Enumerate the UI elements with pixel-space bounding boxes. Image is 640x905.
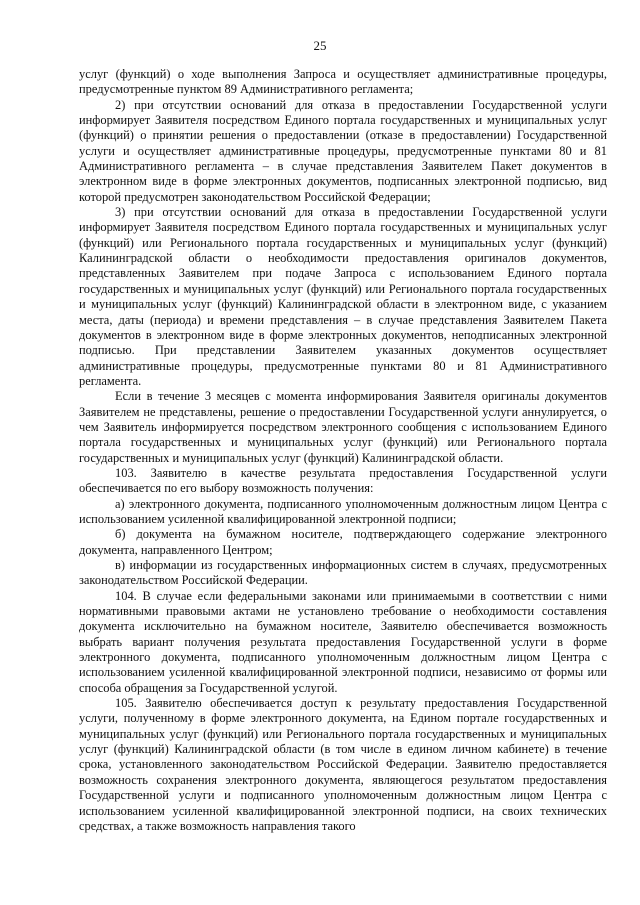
paragraph-continuation: услуг (функций) о ходе выполнения Запроса и осуществляет административные процедуры, предусмотренные пунктом 89 Административного регламента;: [79, 67, 607, 97]
list-item-a: а) электронного документа, подписанного уполномоченным должностным лицом Центра с использованием усиленной квалифицированной электронной подписи;: [79, 496, 607, 526]
paragraph-104: 104. В случае если федеральными законами или принимаемыми в соответствии с ними нормативными правовыми актами не установлено требование о необходимости составления документа исключительно на бумажном носителе, Заявителю обеспечивается возможность выбрать вариант получения результата предоставления Государственной услуги в форме электронного документа, подписанного уполномоченным должностным лицом Центра с использованием усиленной квалифицированной электронной подписи, независимо от формы или способа обращения за Государственной услугой.: [79, 588, 607, 695]
paragraph-item-2: 2) при отсутствии оснований для отказа в предоставлении Государственной услуги информирует Заявителя посредством Единого портала государственных и муниципальных услуг (функций) о принятии решения о предоставлении (отказе в предоставлении) Государственной услуги и осуществляет административные процедуры, предусмотренные пунктами 80 и 81 Административного регламента – в случае представления Заявителем Пакет документов в электронном виде в форме электронных документов, подписанных электронной подписью, вид которой предусмотрен законодательством Российской Федерации;: [79, 97, 607, 204]
paragraph-103: 103. Заявителю в качестве результата предоставления Государственной услуги обеспечивается по его выбору возможность получения:: [79, 465, 607, 496]
document-body: [79, 67, 607, 834]
paragraph-originals-notice: Если в течение 3 месяцев с момента информирования Заявителя оригиналы документов Заявителем не представлены, решение о предоставлении Государственной услуги аннулируется, о чем Заявитель информируется посредством электронного сообщения с использованием Единого портала государственных и муниципальных услуг (функций) или Регионального портала государственных и муниципальных услуг (функций) Калининградской области.: [79, 389, 607, 465]
list-item-c: в) информации из государственных информационных систем в случаях, предусмотренных законодательством Российской Федерации.: [79, 558, 607, 588]
list-item-b: б) документа на бумажном носителе, подтверждающего содержание электронного документа, направленного Центром;: [79, 527, 607, 557]
page-number: 25: [313, 38, 327, 53]
paragraph-item-3: 3) при отсутствии оснований для отказа в предоставлении Государственной услуги информирует Заявителя посредством Единого портала государственных и муниципальных услуг (функций) или Регионального портала государственных и муниципальных услуг (функций) Калининградской области о необходимости предоставления оригиналов документов, представленных Заявителем при подаче Запроса с использованием Единого портала государственных и муниципальных услуг (функций) или Регионального портала государственных и муниципальных услуг (функций) Калининградской области в электронном виде, с указанием места, даты (периода) и времени представления – в случае представления Заявителем Пакета документов в электронном виде в форме электронных документов, неподписанных электронной подписью. При представлении Заявителем указанных документов осуществляет административные процедуры, предусмотренные пунктами 80 и 81 Административного регламента.: [79, 205, 607, 388]
paragraph-105: 105. Заявителю обеспечивается доступ к результату предоставления Государственной услуги, полученному в форме электронного документа, на Едином портале государственных и муниципальных услуг (функций) или Регионального портала государственных и муниципальных услуг (функций) Калининградской области (в том числе в едином личном кабинете) в течение срока, установленного законодательством Российской Федерации. Заявителю предоставляется возможность сохранения электронного документа, являющегося результатом предоставления Государственной услуги и подписанного уполномоченным должностным лицом Центра с использованием усиленной квалифицированной электронной подписи, на своих технических средствах, а также возможность направления такого: [79, 696, 607, 833]
